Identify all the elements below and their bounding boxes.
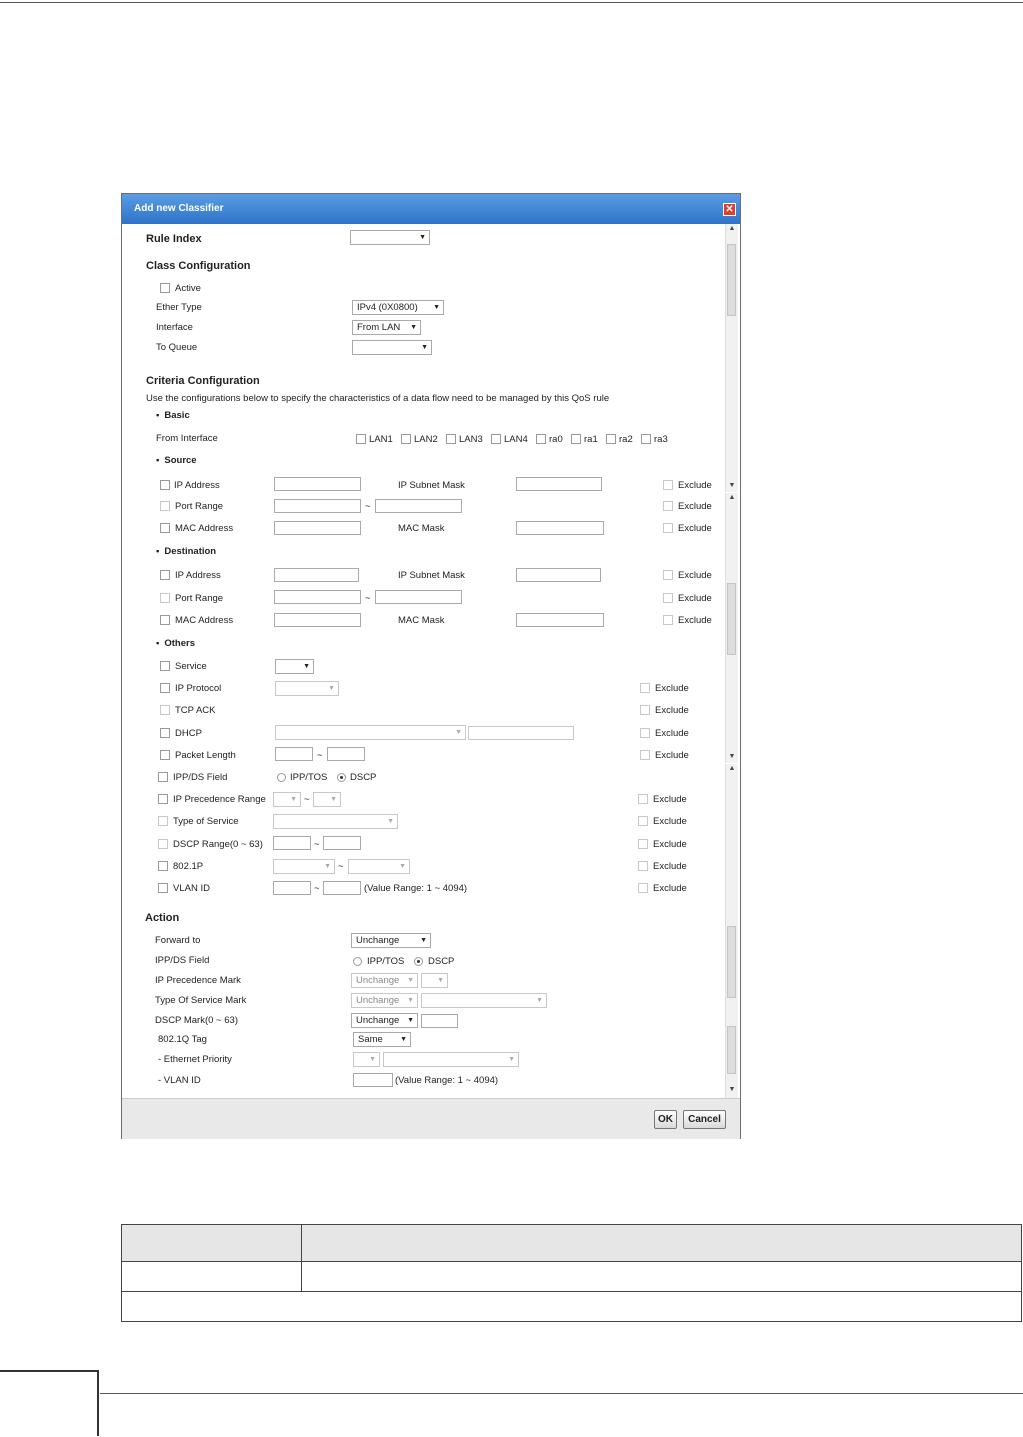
dst-port-exclude-checkbox[interactable] [663,593,673,603]
src-port-exclude-label: Exclude [678,501,712,512]
action-ippds-label: IPP/DS Field [155,955,210,966]
scrollbar-3-thumb-lower[interactable] [727,1026,736,1074]
ip-precedence-mark-select[interactable]: Unchange ▼ [351,973,418,988]
dscp-label: DSCP [350,772,377,783]
action-vlan-id-label: - VLAN ID [158,1075,201,1086]
ip-precedence-mark-value-select[interactable] [421,973,448,988]
packet-length-exclude-label: Exclude [655,750,689,761]
active-label: Active [175,283,201,294]
dscp-range-exclude-label: Exclude [653,839,687,850]
class-config-heading: Class Configuration [146,260,251,272]
dst-port-checkbox[interactable] [160,593,170,603]
src-ip-exclude-checkbox[interactable] [663,480,673,490]
dst-ip-checkbox[interactable] [160,570,170,580]
table-row [122,1262,1022,1292]
tos-label: Type of Service [173,816,239,827]
ip-precedence-exclude-label: Exclude [653,794,687,805]
src-ip-label: IP Address [174,480,220,491]
src-mac-mask-input[interactable] [516,521,604,535]
dialog-footer [122,1098,740,1139]
vlan-id-exclude-label: Exclude [653,883,687,894]
tos-mark-value-select[interactable] [421,993,547,1008]
ra2-label: ra2 [619,434,633,445]
dst-port-end-input[interactable] [375,590,462,604]
p8021-tilde: ~ [338,861,344,872]
dst-ip-label: IP Address [175,570,221,581]
ra0-label: ra0 [549,434,563,445]
tcp-ack-checkbox[interactable] [160,705,170,715]
src-subnet-label: IP Subnet Mask [398,480,465,491]
scrollbar-1-thumb[interactable] [727,244,736,316]
dst-subnet-input[interactable] [516,568,601,582]
cancel-button[interactable]: Cancel [683,1110,726,1129]
tcp-ack-label: TCP ACK [175,705,216,716]
dst-ip-exclude-label: Exclude [678,570,712,581]
lan1-label: LAN1 [369,434,393,445]
dst-subnet-label: IP Subnet Mask [398,570,465,581]
p8021-max-select[interactable] [348,859,410,874]
page-number-box [0,1370,99,1436]
dscp-range-max-input[interactable] [323,836,361,850]
ra3-checkbox[interactable] [641,434,651,444]
action-vlan-id-input[interactable] [353,1073,393,1087]
dialog-title: Add new Classifier [134,203,224,214]
src-subnet-input[interactable] [516,477,602,491]
p8021-min-select[interactable] [273,859,335,874]
src-port-exclude-checkbox[interactable] [663,501,673,511]
dst-port-label: Port Range [175,593,224,604]
ip-precedence-max-select[interactable] [313,792,341,807]
dscp-range-tilde: ~ [314,839,320,850]
dhcp-input[interactable] [468,726,574,740]
dhcp-checkbox[interactable] [160,728,170,738]
action-ipptos-radio[interactable] [353,957,362,966]
packet-length-label: Packet Length [175,750,236,761]
dscp-mark-input[interactable] [421,1014,458,1028]
tag-8021q-select[interactable]: Same ▼ [353,1032,411,1047]
table-header-row [122,1225,1022,1262]
scroll-down-icon[interactable]: ▼ [728,482,736,489]
dhcp-select[interactable] [275,725,466,740]
vlan-id-exclude-checkbox[interactable] [638,883,648,893]
scrollbar-2-thumb[interactable] [727,583,736,655]
dst-mac-exclude-label: Exclude [678,615,712,626]
tcp-ack-exclude-checkbox[interactable] [640,705,650,715]
active-checkbox[interactable] [160,283,170,293]
ip-precedence-min-select[interactable] [273,792,301,807]
action-dscp-label: DSCP [428,956,455,967]
tos-checkbox[interactable] [158,816,168,826]
src-port-end-input[interactable] [375,499,462,513]
src-port-checkbox[interactable] [160,501,170,511]
ethernet-priority-select[interactable] [353,1052,380,1067]
scrollbar-1[interactable] [725,224,738,492]
ippds-field-label: IPP/DS Field [173,772,228,783]
p8021-exclude-checkbox[interactable] [638,861,648,871]
src-mac-mask-label: MAC Mask [398,523,445,534]
ip-protocol-exclude-checkbox[interactable] [640,683,650,693]
p8021-checkbox[interactable] [158,861,168,871]
criteria-description: Use the configurations below to specify the characteristics of a data flow need to be managed by this QoS rule [146,393,610,404]
tcp-ack-exclude-label: Exclude [655,705,689,716]
tos-exclude-checkbox[interactable] [638,816,648,826]
basic-subheading: ▪ Basic [156,410,190,421]
vlan-id-range-note: (Value Range: 1 ~ 4094) [364,883,468,894]
dst-port-start-input[interactable] [274,590,361,604]
src-ip-input[interactable] [274,477,361,491]
packet-length-min-input[interactable] [275,747,313,761]
src-port-label: Port Range [175,501,224,512]
lan1-checkbox[interactable] [356,434,366,444]
src-mac-label: MAC Address [175,523,234,534]
criteria-config-heading: Criteria Configuration [146,375,260,387]
dst-mac-mask-label: MAC Mask [398,615,445,626]
dscp-radio[interactable] [337,773,346,782]
from-interface-label: From Interface [156,433,218,444]
table-cell [122,1292,1022,1322]
interface-select[interactable]: From LAN ▼ [352,320,421,335]
ethernet-priority-value-select[interactable] [383,1052,519,1067]
src-mac-exclude-checkbox[interactable] [663,523,673,533]
dst-mac-input[interactable] [274,613,361,627]
dscp-range-checkbox[interactable] [158,839,168,849]
dst-ip-input[interactable] [274,568,359,582]
lan4-checkbox[interactable] [491,434,501,444]
action-heading: Action [145,912,180,924]
vlan-id-label: VLAN ID [173,883,210,894]
ra2-checkbox[interactable] [606,434,616,444]
forward-to-select[interactable]: Unchange ▼ [351,933,431,948]
ipptos-label: IPP/TOS [290,772,328,783]
vlan-id-tilde: ~ [314,883,320,894]
table-header-cell [302,1225,1022,1262]
packet-length-exclude-checkbox[interactable] [640,750,650,760]
to-queue-label: To Queue [156,342,198,353]
dscp-range-label: DSCP Range(0 ~ 63) [173,839,263,850]
ip-precedence-exclude-checkbox[interactable] [638,794,648,804]
dhcp-label: DHCP [175,728,202,739]
src-port-start-input[interactable] [274,499,361,513]
p8021-exclude-label: Exclude [653,861,687,872]
ether-type-label: Ether Type [156,302,202,313]
vlan-id-checkbox[interactable] [158,883,168,893]
ra0-checkbox[interactable] [536,434,546,444]
forward-to-label: Forward to [155,935,201,946]
dst-mac-exclude-checkbox[interactable] [663,615,673,625]
scroll-down-icon[interactable]: ▼ [728,753,736,760]
dst-mac-label: MAC Address [175,615,234,626]
rule-index-label: Rule Index [146,233,202,245]
action-vlan-range-note: (Value Range: 1 ~ 4094) [395,1075,499,1086]
dst-ip-exclude-checkbox[interactable] [663,570,673,580]
ethernet-priority-label: - Ethernet Priority [158,1054,232,1065]
interface-label: Interface [156,322,193,333]
ip-protocol-label: IP Protocol [175,683,222,694]
scrollbar-3[interactable] [725,764,738,1098]
ether-type-select[interactable]: IPv4 (0X0800) ▼ [352,300,444,315]
source-subheading: ▪ Source [156,455,197,466]
add-classifier-dialog [121,193,741,1139]
dscp-mark-select[interactable]: Unchange ▼ [351,1013,418,1028]
action-dscp-radio[interactable] [414,957,423,966]
vlan-id-max-input[interactable] [323,881,361,895]
action-ipptos-label: IPP/TOS [367,956,405,967]
src-port-tilde: ~ [365,501,371,512]
scroll-up-icon[interactable]: ▲ [728,765,736,772]
packet-length-tilde: ~ [317,750,323,761]
ip-precedence-mark-label: IP Precedence Mark [155,975,241,986]
ipptos-radio[interactable] [277,773,286,782]
tos-mark-label: Type Of Service Mark [155,995,247,1006]
src-ip-exclude-label: Exclude [678,480,712,491]
description-table [121,1224,1022,1322]
dst-port-exclude-label: Exclude [678,593,712,604]
lan3-label: LAN3 [459,434,483,445]
page-top-rule [0,2,1023,3]
packet-length-max-input[interactable] [327,747,365,761]
page-bottom-rule [100,1393,1023,1394]
to-queue-select[interactable] [352,340,432,355]
ip-protocol-select[interactable] [275,681,339,696]
scroll-down-icon[interactable]: ▼ [728,1086,736,1093]
others-subheading: ▪ Others [156,638,195,649]
ippds-field-checkbox[interactable] [158,772,168,782]
close-icon[interactable]: ✕ [723,203,736,216]
ip-precedence-range-checkbox[interactable] [158,794,168,804]
dhcp-exclude-label: Exclude [655,728,689,739]
dscp-range-exclude-checkbox[interactable] [638,839,648,849]
src-mac-input[interactable] [274,521,361,535]
service-label: Service [175,661,207,672]
src-ip-checkbox[interactable] [160,480,170,490]
tos-mark-select[interactable]: Unchange ▼ [351,993,418,1008]
vlan-id-min-input[interactable] [273,881,311,895]
table-cell [302,1262,1022,1292]
tag-8021q-label: 802.1Q Tag [158,1034,207,1045]
dscp-mark-label: DSCP Mark(0 ~ 63) [155,1015,238,1026]
ip-protocol-checkbox[interactable] [160,683,170,693]
ra3-label: ra3 [654,434,668,445]
p8021-label: 802.1P [173,861,204,872]
src-mac-checkbox[interactable] [160,523,170,533]
table-header-cell [122,1225,302,1262]
scrollbar-2[interactable] [725,493,738,763]
lan4-label: LAN4 [504,434,528,445]
scroll-up-icon[interactable]: ▲ [728,494,736,501]
table-row [122,1292,1022,1322]
tos-exclude-label: Exclude [653,816,687,827]
dhcp-exclude-checkbox[interactable] [640,728,650,738]
tos-select[interactable] [273,814,398,829]
ip-protocol-exclude-label: Exclude [655,683,689,694]
src-mac-exclude-label: Exclude [678,523,712,534]
dst-mac-checkbox[interactable] [160,615,170,625]
scroll-up-icon[interactable]: ▲ [728,225,736,232]
dst-port-tilde: ~ [365,593,371,604]
lan3-checkbox[interactable] [446,434,456,444]
packet-length-checkbox[interactable] [160,750,170,760]
destination-subheading: ▪ Destination [156,546,216,557]
lan2-checkbox[interactable] [401,434,411,444]
service-select[interactable] [275,659,314,674]
ip-precedence-tilde: ~ [304,794,310,805]
ra1-checkbox[interactable] [571,434,581,444]
dialog-content [122,224,740,1098]
ip-precedence-range-label: IP Precedence Range [173,794,266,805]
lan2-label: LAN2 [414,434,438,445]
rule-index-select[interactable] [350,230,430,245]
service-checkbox[interactable] [160,661,170,671]
dscp-range-min-input[interactable] [273,836,311,850]
table-cell [122,1262,302,1292]
dst-mac-mask-input[interactable] [516,613,604,627]
ok-button[interactable]: OK [654,1110,677,1129]
ra1-label: ra1 [584,434,598,445]
scrollbar-3-thumb[interactable] [727,926,736,998]
dialog-titlebar [122,194,740,224]
